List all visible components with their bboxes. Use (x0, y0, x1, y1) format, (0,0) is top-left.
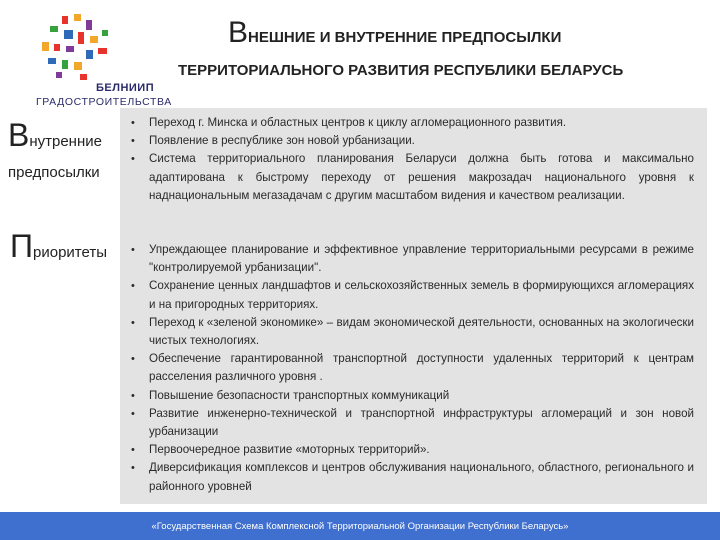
logo (34, 12, 172, 108)
list-item: • Развитие инженерно-технической и транспортной инфраструктуры агломераций и зон новой урбанизации (128, 405, 694, 441)
list-item: • Система территориального планирования Беларуси должна быть готова и максимально адаптирована к быстрому переходу от решения макрозадач национального уровня к наднациональным мегазадачам с другим масштабом видения и качеством реализации. (128, 150, 694, 205)
list-item: • Сохранение ценных ландшафтов и сельскохозяйственных земель в формирующихся агломерациях и на пригородных территориях. (128, 277, 694, 313)
priorities-list (128, 241, 694, 496)
list-item: • Первоочередное развитие «моторных территорий». (128, 441, 694, 459)
list-item: • Упреждающее планирование и эффективное управление территориальными ресурсами в режиме "контролируемой урбанизации". (128, 241, 694, 277)
footer-bar (0, 512, 720, 540)
list-item: • Появление в республике зон новой урбанизации. (128, 132, 694, 150)
logo-name: БЕЛНИИП (96, 82, 155, 94)
page-subtitle: ТЕРРИТОРИАЛЬНОГО РАЗВИТИЯ РЕСПУБЛИКИ БЕЛАРУСЬ (178, 62, 624, 79)
list-item: • Диверсификация комплексов и центров обслуживания национального, областного, регионального и районного уровней (128, 459, 694, 495)
inner-list (128, 114, 694, 205)
list-item: • Переход к «зеленой экономике» – видам экономической деятельности, основанных на экологически чистых технологиях. (128, 314, 694, 350)
logo-subtitle: ГРАДОСТРОИТЕЛЬСТВА (36, 96, 172, 108)
list-item: • Обеспечение гарантированной транспортной доступности удаленных территорий к центрам расселения различного уровня . (128, 350, 694, 386)
logo-mark-icon (34, 12, 134, 87)
inner-section-label-line2: предпосылки (8, 164, 100, 181)
inner-section-label (8, 117, 102, 154)
inner-label-rest: нутренние (29, 133, 102, 150)
priorities-section-label (10, 228, 107, 265)
inner-label-cap: В (8, 117, 30, 153)
list-item: • Повышение безопасности транспортных коммуникаций (128, 387, 694, 405)
prio-label-cap: П (10, 228, 33, 264)
list-item: • Переход г. Минска и областных центров к циклу агломерационного развития. (128, 114, 694, 132)
title-cap: В (228, 16, 249, 49)
footer-text: «Государственная Схема Комплексной Территориальной Организации Республики Беларусь» (151, 520, 569, 532)
title-rest: НЕШНИЕ И ВНУТРЕННИЕ ПРЕДПОСЫЛКИ (248, 29, 562, 46)
prio-label-rest: риоритеты (33, 244, 107, 261)
page-title (228, 16, 561, 50)
